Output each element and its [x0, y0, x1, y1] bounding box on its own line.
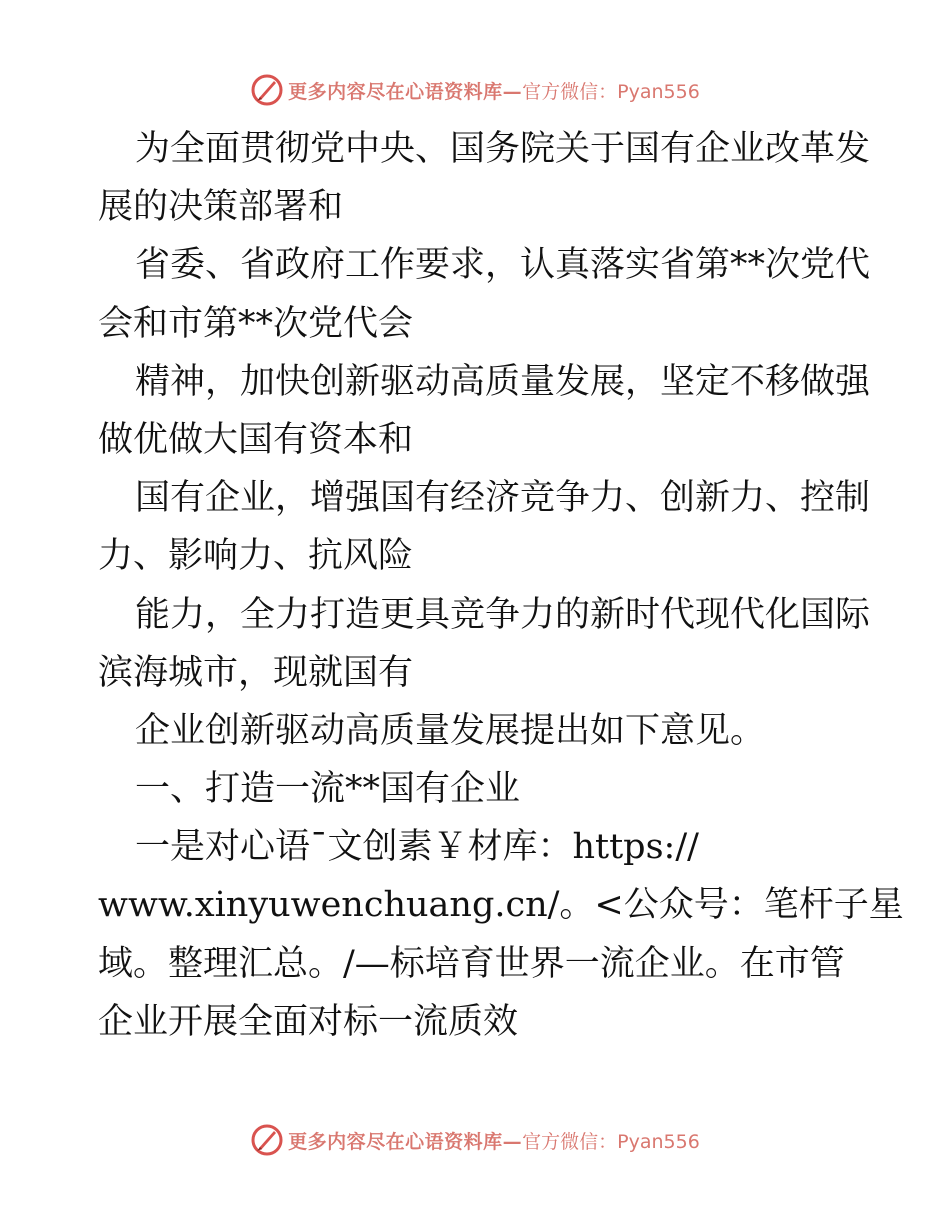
- paragraph-line: 力、影响力、抗风险: [98, 536, 414, 577]
- paragraph-line: 企业开展全面对标一流质效: [98, 1001, 519, 1042]
- paragraph-line: 国有企业，增强国有经济竞争力、创新力、控制: [135, 478, 871, 519]
- paragraph-line: 为全面贯彻党中央、国务院关于国有企业改革发: [135, 129, 871, 169]
- watermark-text: 更多内容尽在心语资料库—: [288, 1130, 523, 1153]
- quill-logo-icon: [250, 1123, 284, 1157]
- quill-logo-icon: [250, 73, 284, 107]
- paragraph-line: 会和市第**次党代会: [98, 303, 414, 344]
- watermark-contact: 官方微信：Pyan556: [522, 1130, 700, 1153]
- paragraph-line: 滨海城市，现就国有: [98, 652, 414, 693]
- footer-watermark: [0, 1120, 950, 1160]
- paragraph-line: 省委、省政府工作要求，认真落实省第**次党代: [135, 245, 871, 286]
- section-heading: 一、打造一流**国有企业: [135, 769, 521, 810]
- watermark-text: 更多内容尽在心语资料库—: [288, 80, 523, 103]
- paragraph-line: 做优做大国有资本和: [98, 419, 414, 460]
- paragraph-line: 一是对心语¯文创素￥材库：https://: [135, 827, 699, 868]
- header-watermark: [0, 70, 950, 110]
- paragraph-line: 精神，加快创新驱动高质量发展，坚定不移做强: [135, 361, 871, 402]
- paragraph-line: 企业创新驱动高质量发展提出如下意见。: [135, 710, 766, 751]
- paragraph-line: 域。整理汇总。/—标培育世界一流企业。在市管: [98, 943, 845, 984]
- watermark-contact: 官方微信：Pyan556: [522, 80, 700, 103]
- paragraph-line: 能力，全力打造更具竞争力的新时代现代化国际: [135, 594, 871, 635]
- document-body: [98, 120, 904, 1051]
- paragraph-line: 展的决策部署和: [98, 187, 344, 228]
- paragraph-line: www.xinyuwenchuang.cn/。<公众号：笔杆子星: [98, 885, 904, 926]
